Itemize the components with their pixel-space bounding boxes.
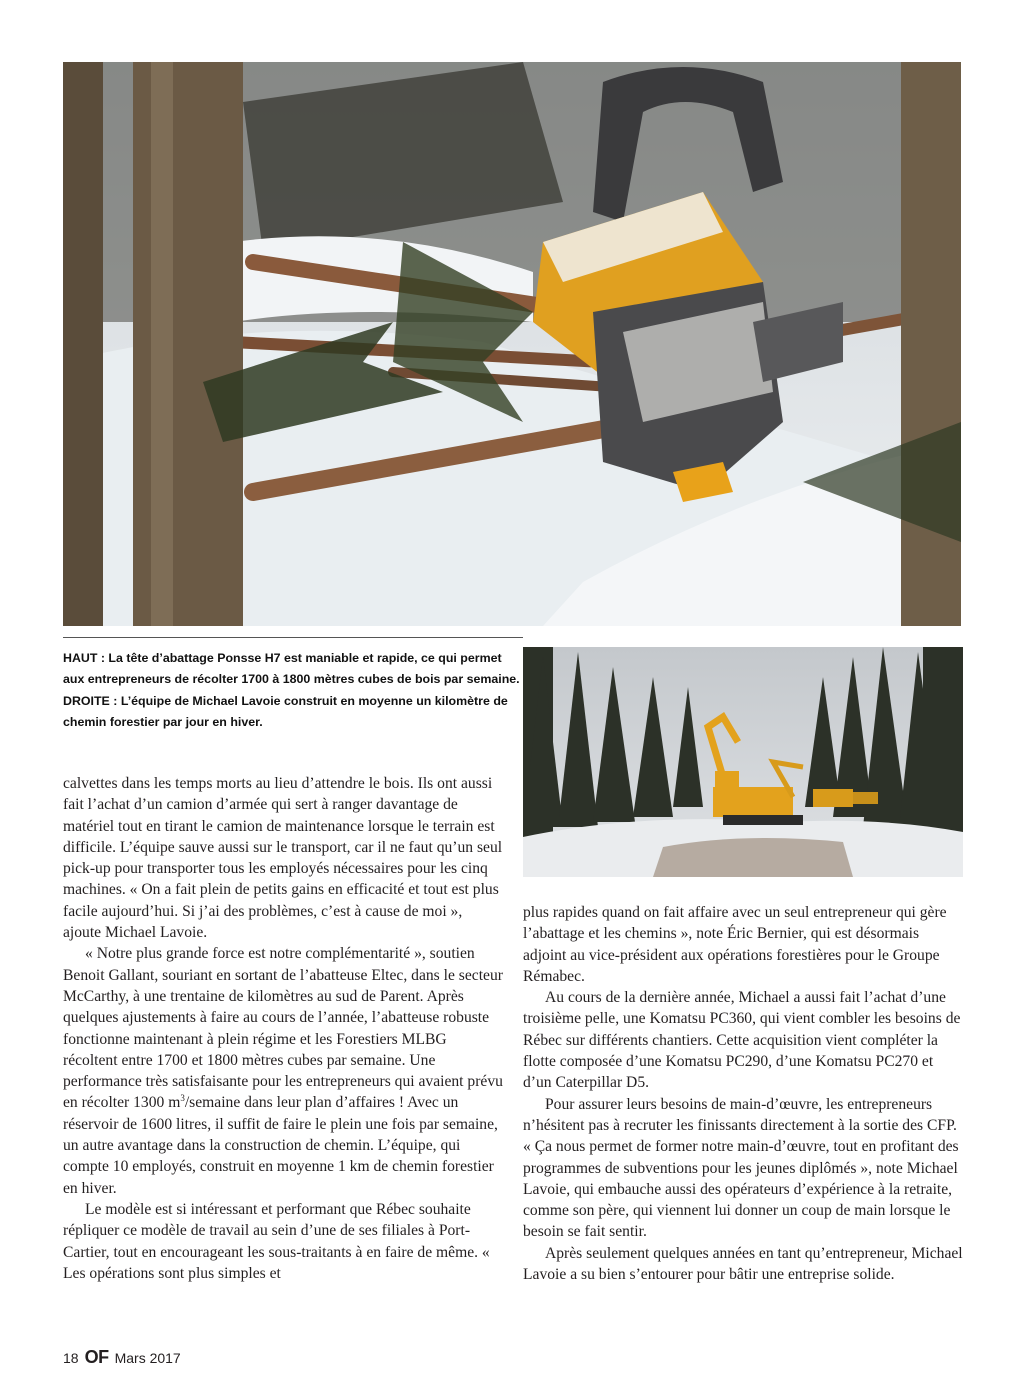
caption-right: DROITE : L’équipe de Michael Lavoie construit en moyenne un kilomètre de chemin forestier par jour en hiver. (63, 693, 508, 729)
magazine-logo: OF (84, 1347, 109, 1367)
right-photo (523, 647, 963, 877)
caption-top: HAUT : La tête d’abattage Ponsse H7 est maniable et rapide, ce qui permet aux entrepreneurs de récolter 1700 à 1800 mètres cubes de bois par semaine. (63, 651, 520, 687)
paragraph-text: « Notre plus grande force est notre complémentarité », soutien Benoit Gallant, souriant en sortant de l’abatteuse Eltec, dans le secteur McCarthy, à une trentaine de kilomètres au sud de Parent. Après quelques ajustements à faire au cours de l’année, l’abatteuse robuste fonctionne maintenant à plein régime et les Forestiers MLBG récoltent entre 1700 et 1800 mètres cubes par semaine. Une performance très satisfaisante pour les entrepreneurs qui avaient prévu en récolter 1300 m (63, 945, 503, 1112)
caption-rule (63, 637, 523, 638)
paragraph: Au cours de la dernière année, Michael a aussi fait l’achat d’une troisième pelle, une Komatsu PC360, qui vient combler les besoins de Rébec sur différents chantiers. Cette acquisition vient compléter la flotte composée d’une Komatsu PC290, d’une Komatsu PC270 et d’un Caterpillar D5. (523, 989, 961, 1092)
harvester-head-image (63, 62, 961, 626)
paragraph: calvettes dans les temps morts au lieu d’attendre le bois. Ils ont aussi fait l’achat d’un camion d’armée qui sert à ranger davantage de matériel tout en tirant le camion de maintenance lorsque le terrain est difficile. L’équipe sauve aussi sur le transport, car il ne faut qu’un seul pick-up pour transporter tous les employés nécessaires pour les cinq machines. « On a fait plein de petits gains en efficacité et tout est plus facile aujourd’hui. Si j’ai des problèmes, c’est à cause de moi », ajoute Michael Lavoie. (63, 775, 503, 942)
paragraph-text: /semaine dans leur plan d’affaires ! Avec un réservoir de 1600 litres, il suffit de faire le plein une fois par semaine, un autre avantage dans la construction de chemin. L’équipe, qui compte 10 employés, construit en moyenne 1 km de chemin forestier en hiver. (63, 1094, 498, 1197)
issue-date: Mars 2017 (114, 1350, 181, 1366)
page-number: 18 (63, 1350, 79, 1366)
photo-caption (63, 648, 525, 733)
paragraph: plus rapides quand on fait affaire avec un seul entrepreneur qui gère l’abattage et les chemins », note Éric Bernier, qui est désormais adjoint au vice-président aux opérations forestières pour le Groupe Rémabec. (523, 904, 947, 985)
page-footer (63, 1347, 181, 1368)
paragraph: Le modèle est si intéressant et performant que Rébec souhaite répliquer ce modèle de travail au sein d’une de ses filiales à Port-Cartier, tout en encourageant les sous-traitants à en faire de même. « Les opérations sont plus simples et (63, 1200, 490, 1282)
top-photo (63, 62, 961, 626)
paragraph (63, 943, 503, 1199)
article-column-left (63, 773, 503, 1284)
paragraph: Après seulement quelques années en tant qu’entrepreneur, Michael Lavoie a su bien s’entourer pour bâtir une entreprise solide. (523, 1244, 963, 1284)
paragraph: Pour assurer leurs besoins de main-d’œuvre, les entrepreneurs n’hésitent pas à recruter les finissants directement à la sortie des CFP. « Ça nous permet de former notre main-d’œuvre, tout en profitant des programmes de subventions pour les jeunes diplômés », note Michael Lavoie, qui embauche aussi des opérateurs d’expérience à la retraite, comme son père, qui viennent lui donner un coup de main lorsque le besoin se fait sentir. (523, 1095, 959, 1241)
article-column-right (523, 902, 963, 1285)
superscript: 3 (180, 1093, 185, 1104)
excavators-image (523, 647, 963, 877)
